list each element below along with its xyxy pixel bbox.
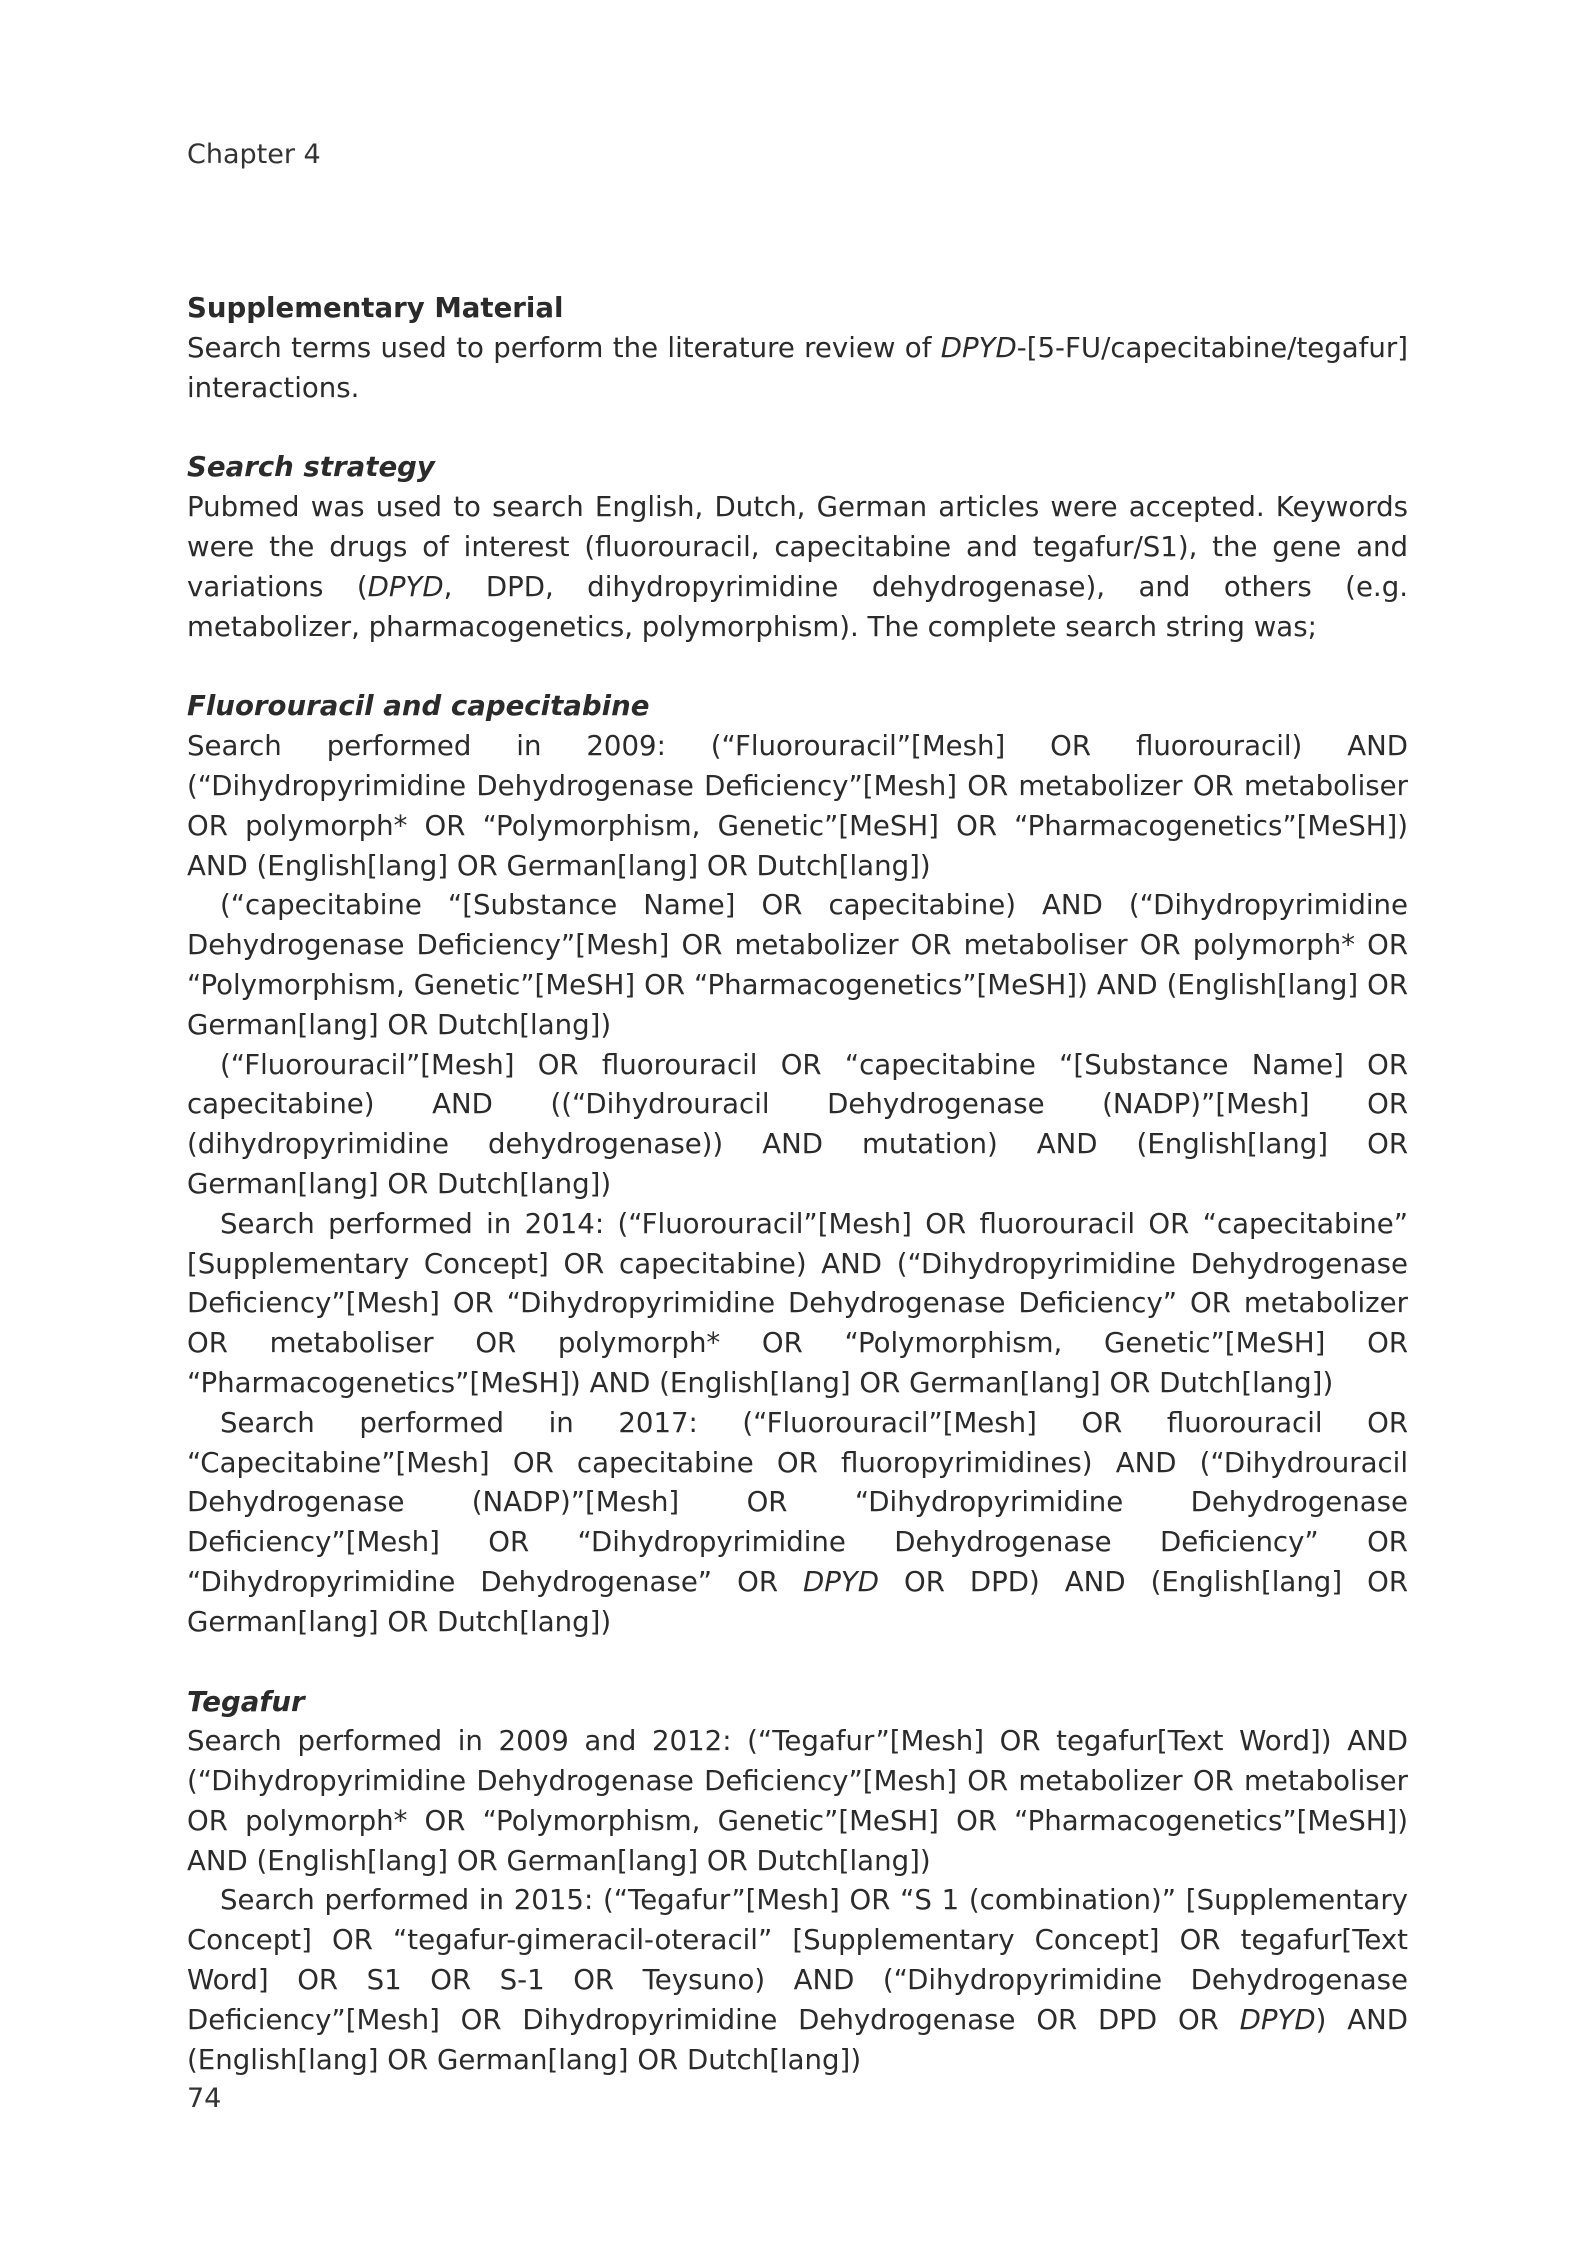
intro-paragraph: Search terms used to perform the literature review of DPYD-[5-FU/capecitabine/tegafur] interactions. [187,330,1408,404]
search-string-tegafur-2009-2012: Search performed in 2009 and 2012: (“Tegafur”[Mesh] OR tegafur[Text Word]) AND (“Dihydropyrimidine Dehydrogenase Deficiency”[Mesh] OR metabolizer OR metaboliser OR polymorph* OR “Polymorphism, Genetic”[MeSH] OR “Pharmacogenetics”[MeSH]) AND (English[lang] OR German[lang] OR Dutch[lang]) [187,1724,1408,1877]
gene-name: DPYD [940,330,1017,364]
search-string-2009-fluorouracil: Search performed in 2009: (“Fluorouracil”[Mesh] OR fluorouracil) AND (“Dihydropyrimidine Dehydrogenase Deficiency”[Mesh] OR metabolizer OR metaboliser OR polymorph* OR “Polymorphism, Genetic”[MeSH] OR “Pharmacogenetics”[MeSH]) AND (English[lang] OR German[lang] OR Dutch[lang]) [187,729,1408,882]
search-string-combined-mutation: (“Fluorouracil”[Mesh] OR fluorouracil OR “capecitabine “[Substance Name] OR capecitabine) AND ((“Dihydrouracil Dehydrogenase (NADP)”[Mesh] OR (dihydropyrimidine dehydrogenase)) AND mutation) AND (English[lang] OR German[lang] OR Dutch[lang]) [187,1047,1408,1200]
page-number: 74 [187,2083,222,2114]
page-content [187,288,1408,2079]
gene-name: DPYD [367,569,444,603]
gene-name: DPYD [1239,2002,1316,2036]
section-title: Supplementary Material [187,291,564,324]
search-strategy-heading: Search strategy [187,450,435,484]
gene-name: DPYD [803,1564,879,1598]
search-string-2014: Search performed in 2014: (“Fluorouracil”[Mesh] OR fluorouracil OR “capecitabine” [Supplementary Concept] OR capecitabine) AND (“Dihydropyrimidine Dehydrogenase Deficiency”[Mesh] OR “Dihydropyrimidine Dehydrogenase Deficiency” OR metabolizer OR metaboliser OR polymorph* OR “Polymorphism, Genetic”[MeSH] OR “Pharmacogenetics”[MeSH]) AND (English[lang] OR German[lang] OR Dutch[lang]) [187,1206,1408,1399]
search-string-tegafur-2015: Search performed in 2015: (“Tegafur”[Mesh] OR “S 1 (combination)” [Supplementary Concept] OR “tegafur-gimeracil-oteracil” [Supplementary Concept] OR tegafur[Text Word] OR S1 OR S-1 OR Teysuno) AND (“Dihydropyrimidine Dehydrogenase Deficiency”[Mesh] OR Dihydropyrimidine Dehydrogenase OR DPD OR DPYD) AND (English[lang] OR German[lang] OR Dutch[lang]) [187,1883,1408,2076]
tegafur-heading: Tegafur [187,1684,305,1718]
strategy-paragraph: Pubmed was used to search English, Dutch, German articles were accepted. Keywords were the drugs of interest (fluorouracil, capecitabine and tegafur/S1), the gene and variations (DPYD, DPD, dihydropyrimidine dehydrogenase), and others (e.g. metabolizer, pharmacogenetics, polymorphism). The complete search string was; [187,490,1408,643]
fluorouracil-heading: Fluorouracil and capecitabine [187,689,650,723]
search-string-2009-capecitabine: (“capecitabine “[Substance Name] OR capecitabine) AND (“Dihydropyrimidine Dehydrogenase Deficiency”[Mesh] OR metabolizer OR metaboliser OR polymorph* OR “Polymorphism, Genetic”[MeSH] OR “Pharmacogenetics”[MeSH]) AND (English[lang] OR German[lang] OR Dutch[lang]) [187,888,1408,1041]
running-header: Chapter 4 [187,139,321,170]
search-string-2017: Search performed in 2017: (“Fluorouracil”[Mesh] OR fluorouracil OR “Capecitabine”[Mesh] OR capecitabine OR fluoropyrimidines) AND (“Dihydrouracil Dehydrogenase (NADP)”[Mesh] OR “Dihydropyrimidine Dehydrogenase Deficiency”[Mesh] OR “Dihydropyrimidine Dehydrogenase Deficiency” OR “Dihydropyrimidine Dehydrogenase” OR DPYD OR DPD) AND (English[lang] OR German[lang] OR Dutch[lang]) [187,1405,1408,1638]
